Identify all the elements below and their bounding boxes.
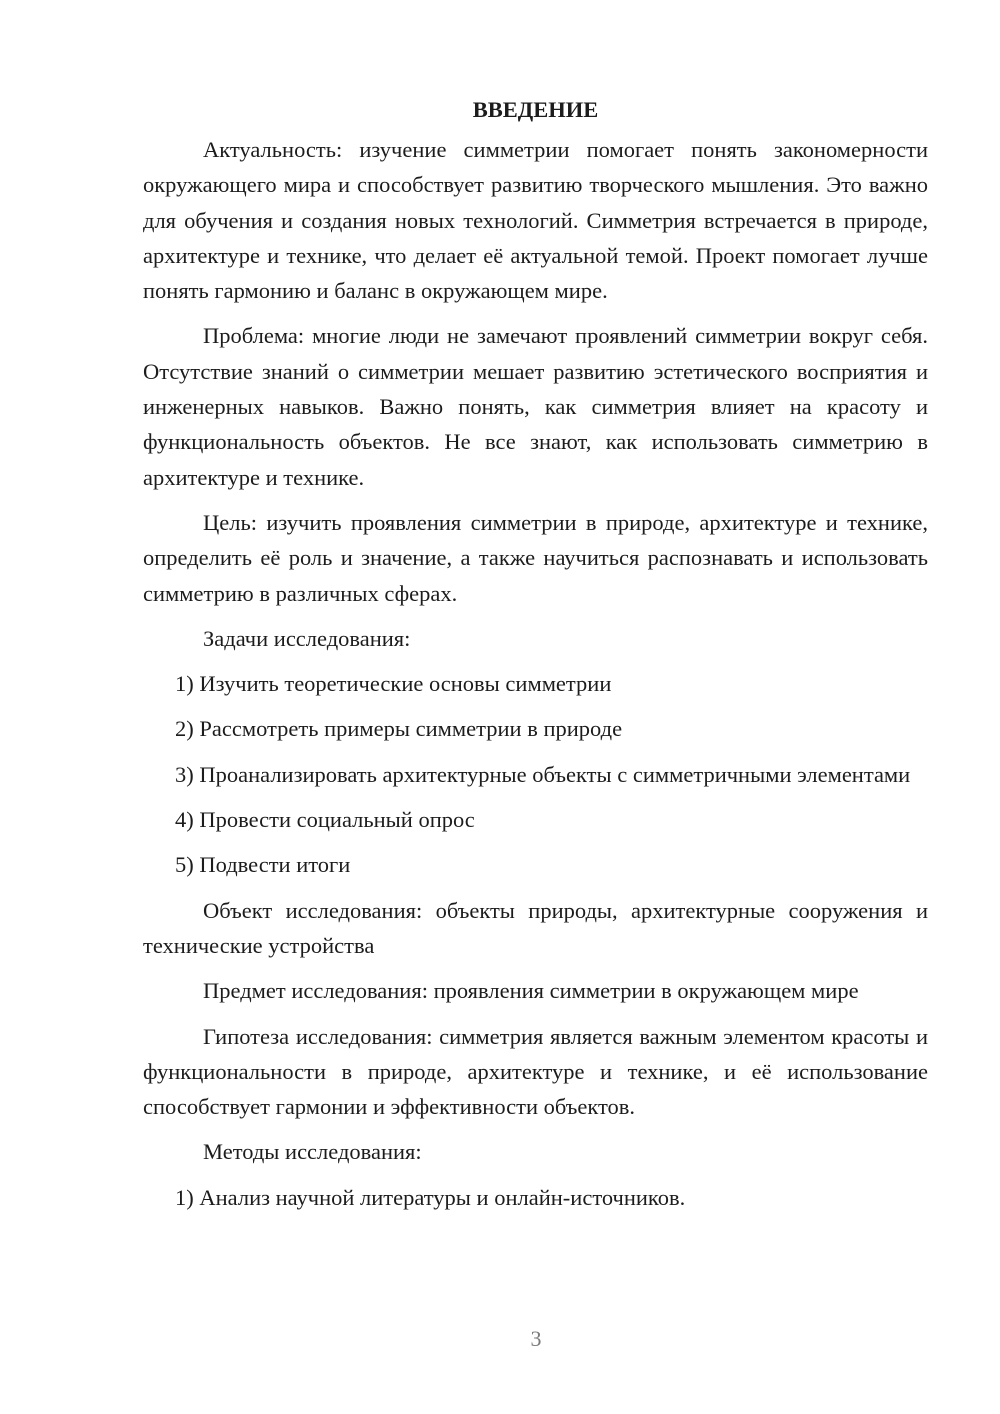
paragraph-object: Объект исследования: объекты природы, архитектурные сооружения и технические устройства xyxy=(143,897,928,958)
page-number: 3 xyxy=(530,1326,542,1351)
paragraph-relevance: Актуальность: изучение симметрии помогает понять закономерности окружающего мира и способствует развитию творческого мышления. Это важно для обучения и создания новых технологий. Симметрия встречается в природе, архитектуре и технике, что делает её актуальной темой. Проект помогает лучше понять гармонию и баланс в окружающем мире. xyxy=(143,137,928,304)
tasks-heading: Задачи исследования: xyxy=(203,625,411,651)
paragraph-goal: Цель: изучить проявления симметрии в природе, архитектуре и технике, определить её роль и значение, а также научиться распознавать и использовать симметрию в различных сферах. xyxy=(143,509,928,606)
paragraph-problem: Проблема: многие люди не замечают проявлений симметрии вокруг себя. Отсутствие знаний о симметрии мешает развитию эстетического восприятия и инженерных навыков. Важно понять, как симметрия влияет на красоту и функциональность объектов. Не все знают, как использовать симметрию в архитектуре и технике. xyxy=(143,323,928,490)
task-item-1: 1) Изучить теоретические основы симметрии xyxy=(175,671,612,697)
section-title: ВВЕДЕНИЕ xyxy=(472,97,599,122)
task-item-2: 2) Рассмотреть примеры симметрии в природе xyxy=(175,716,623,742)
task-item-4: 4) Провести социальный опрос xyxy=(175,807,475,833)
paragraph-subject: Предмет исследования: проявления симметрии в окружающем мире xyxy=(203,978,859,1004)
task-item-5: 5) Подвести итоги xyxy=(175,852,351,878)
task-item-3: 3) Проанализировать архитектурные объекты с симметричными элементами xyxy=(175,761,911,787)
page-content xyxy=(143,92,928,1225)
method-item-1: 1) Анализ научной литературы и онлайн-источников. xyxy=(175,1184,686,1210)
methods-heading: Методы исследования: xyxy=(203,1139,422,1165)
paragraph-hypothesis: Гипотеза исследования: симметрия является важным элементом красоты и функциональности в природе, архитектуре и технике, и её использование способствует гармонии и эффективности объектов. xyxy=(143,1023,928,1120)
